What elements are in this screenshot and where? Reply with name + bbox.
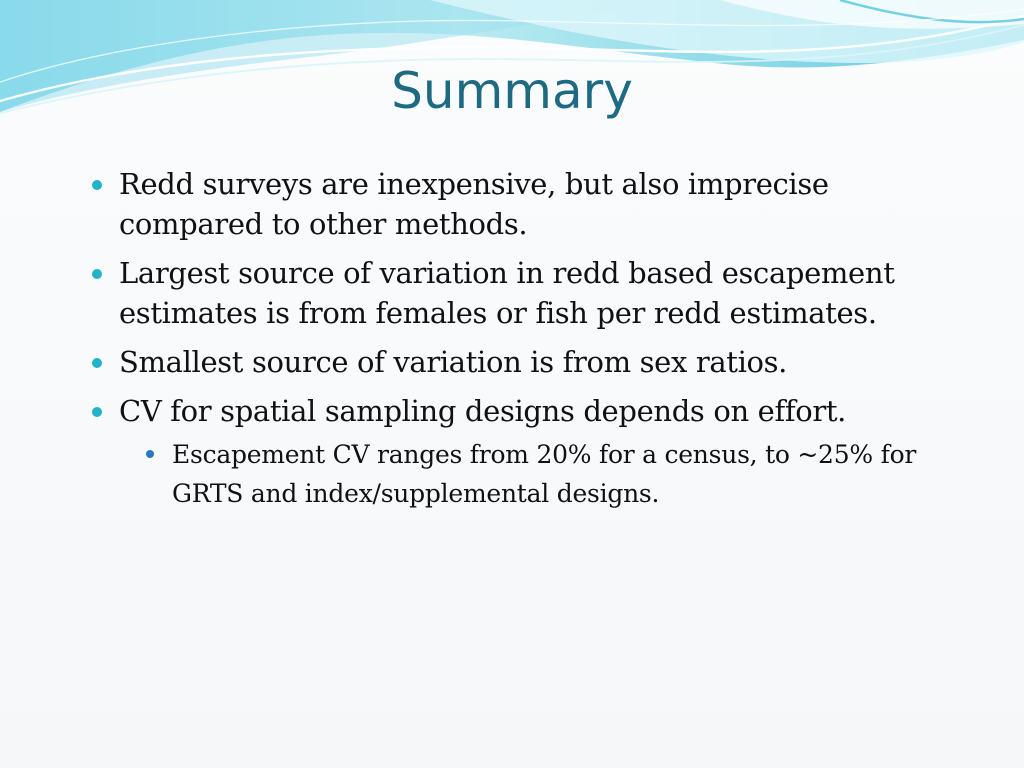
bullet-text: Smallest source of variation is from sex ratios. <box>119 345 788 379</box>
sub-bullet-escapement-cv <box>119 435 948 513</box>
bullet-dot-icon <box>92 180 102 190</box>
bullet-text: Redd surveys are inexpensive, but also imprecise compared to other methods. <box>119 167 829 241</box>
slide-title: Summary <box>391 62 633 120</box>
slide-content <box>88 164 948 522</box>
bullet-dot-icon <box>92 269 102 279</box>
bullet-item-smallest-variation <box>88 342 948 382</box>
sub-bullet-text: Escapement CV ranges from 20% for a census, to ~25% for GRTS and index/supplemental designs. <box>172 440 917 508</box>
bullet-text: Largest source of variation in redd based escapement estimates is from females or fish per redd estimates. <box>119 256 895 330</box>
bullet-dot-icon <box>92 407 102 417</box>
bullet-item-cv-sampling <box>88 391 948 513</box>
sub-bullet-dot-icon <box>146 450 154 458</box>
bullet-list <box>88 164 948 513</box>
bullet-text: CV for spatial sampling designs depends on effort. <box>119 394 847 428</box>
bullet-item-redd-surveys <box>88 164 948 244</box>
sub-bullet-list <box>119 435 948 513</box>
bullet-dot-icon <box>92 358 102 368</box>
bullet-item-largest-variation <box>88 253 948 333</box>
